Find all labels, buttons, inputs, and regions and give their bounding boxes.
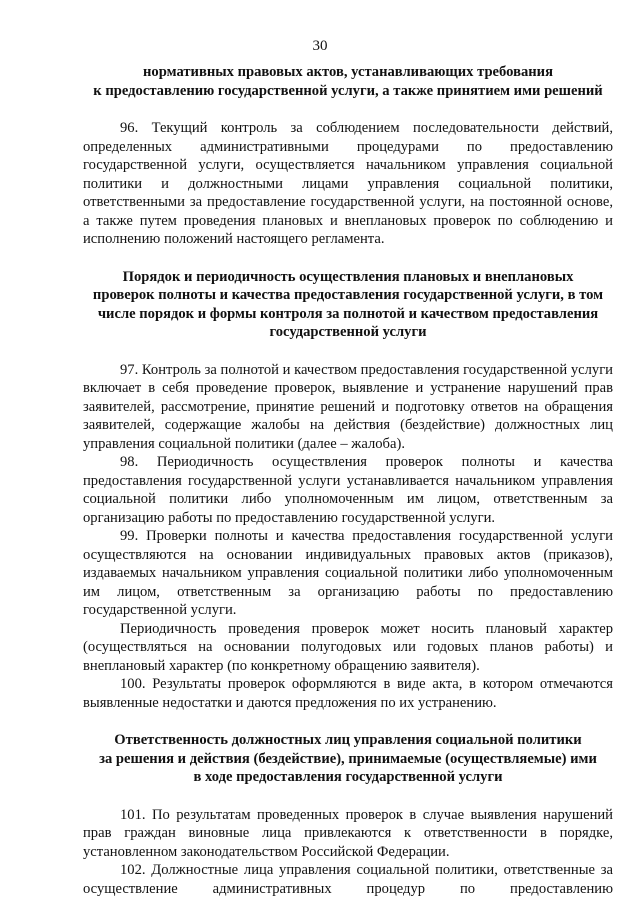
paragraph-99: 99. Проверки полноты и качества предоставления государственной услуги осуществляются на основании индивидуальных правовых актов (приказов), издаваемых начальником управления социальной политики либо уполномоченным им лицом, ответственным за организацию работы по предоставлению государственной услуги. [83, 528, 613, 618]
heading-line: Ответственность должностных лиц управления социальной политики [114, 732, 582, 748]
paragraph-98: 98. Периодичность осуществления проверок полноты и качества предоставления государственной услуги устанавливается начальником управления социальной политики либо уполномоченным им лицом, ответственным за организацию работы по предоставлению государственной услуги. [83, 454, 613, 526]
section-heading [83, 268, 613, 342]
heading-line: за решения и действия (бездействие), принимаемые (осуществляемые) ими [99, 750, 597, 767]
heading-line: государственной услуги [269, 324, 427, 340]
heading-line: к предоставлению государственной услуги, а также принятием ими решений [93, 82, 603, 99]
paragraph-100: 100. Результаты проверок оформляются в виде акта, в котором отмечаются выявленные недостатки и даются предложения по их устранению. [83, 676, 613, 711]
heading-line: проверок полноты и качества предоставления государственной услуги, в том [92, 287, 604, 303]
paragraph-97: 97. Контроль за полнотой и качеством предоставления государственной услуги включает в себя проведение проверок, выявление и устранение нарушений прав заявителей, рассмотрение, принятие решений и подготовку ответов на обращения заявителей, содержащие жалобы на действия (бездействие) должностных лиц управления социальной политики (далее – жалоба). [83, 361, 613, 452]
paragraph-102: 102. Должностные лица управления социальной политики, ответственные за осуществление административных процедур по предоставлению [83, 862, 613, 897]
document-body [83, 63, 613, 898]
heading-line: нормативных правовых актов, устанавливающих требования [143, 64, 553, 80]
section-heading [83, 63, 613, 100]
page-number: 30 [312, 38, 328, 54]
paragraph-101: 101. По результатам проведенных проверок в случае выявления нарушений прав граждан виновные лица привлекаются к ответственности в порядке, установленном законодательством Российской Федерации. [83, 806, 613, 860]
heading-line: в ходе предоставления государственной услуги [193, 769, 503, 785]
heading-line: числе порядок и формы контроля за полнотой и качеством предоставления [97, 305, 599, 322]
paragraph-periodicity: Периодичность проведения проверок может носить плановый характер (осуществляться на основании полугодовых или годовых планов работы) и внеплановый характер (по конкретному обращению заявителя). [83, 620, 613, 674]
heading-line: Порядок и периодичность осуществления плановых и внеплановых [122, 268, 574, 285]
paragraph-96: 96. Текущий контроль за соблюдением последовательности действий, определенных административными процедурами по предоставлению государственной услуги, осуществляется начальником управления социальной политики и должностными лицами управления социальной политики, ответственными за предоставление государственной услуги, на постоянной основе, а также путем проведения плановых и внеплановых проверок по соблюдению и исполнению положений настоящего регламента. [83, 120, 613, 247]
section-heading [83, 731, 613, 787]
